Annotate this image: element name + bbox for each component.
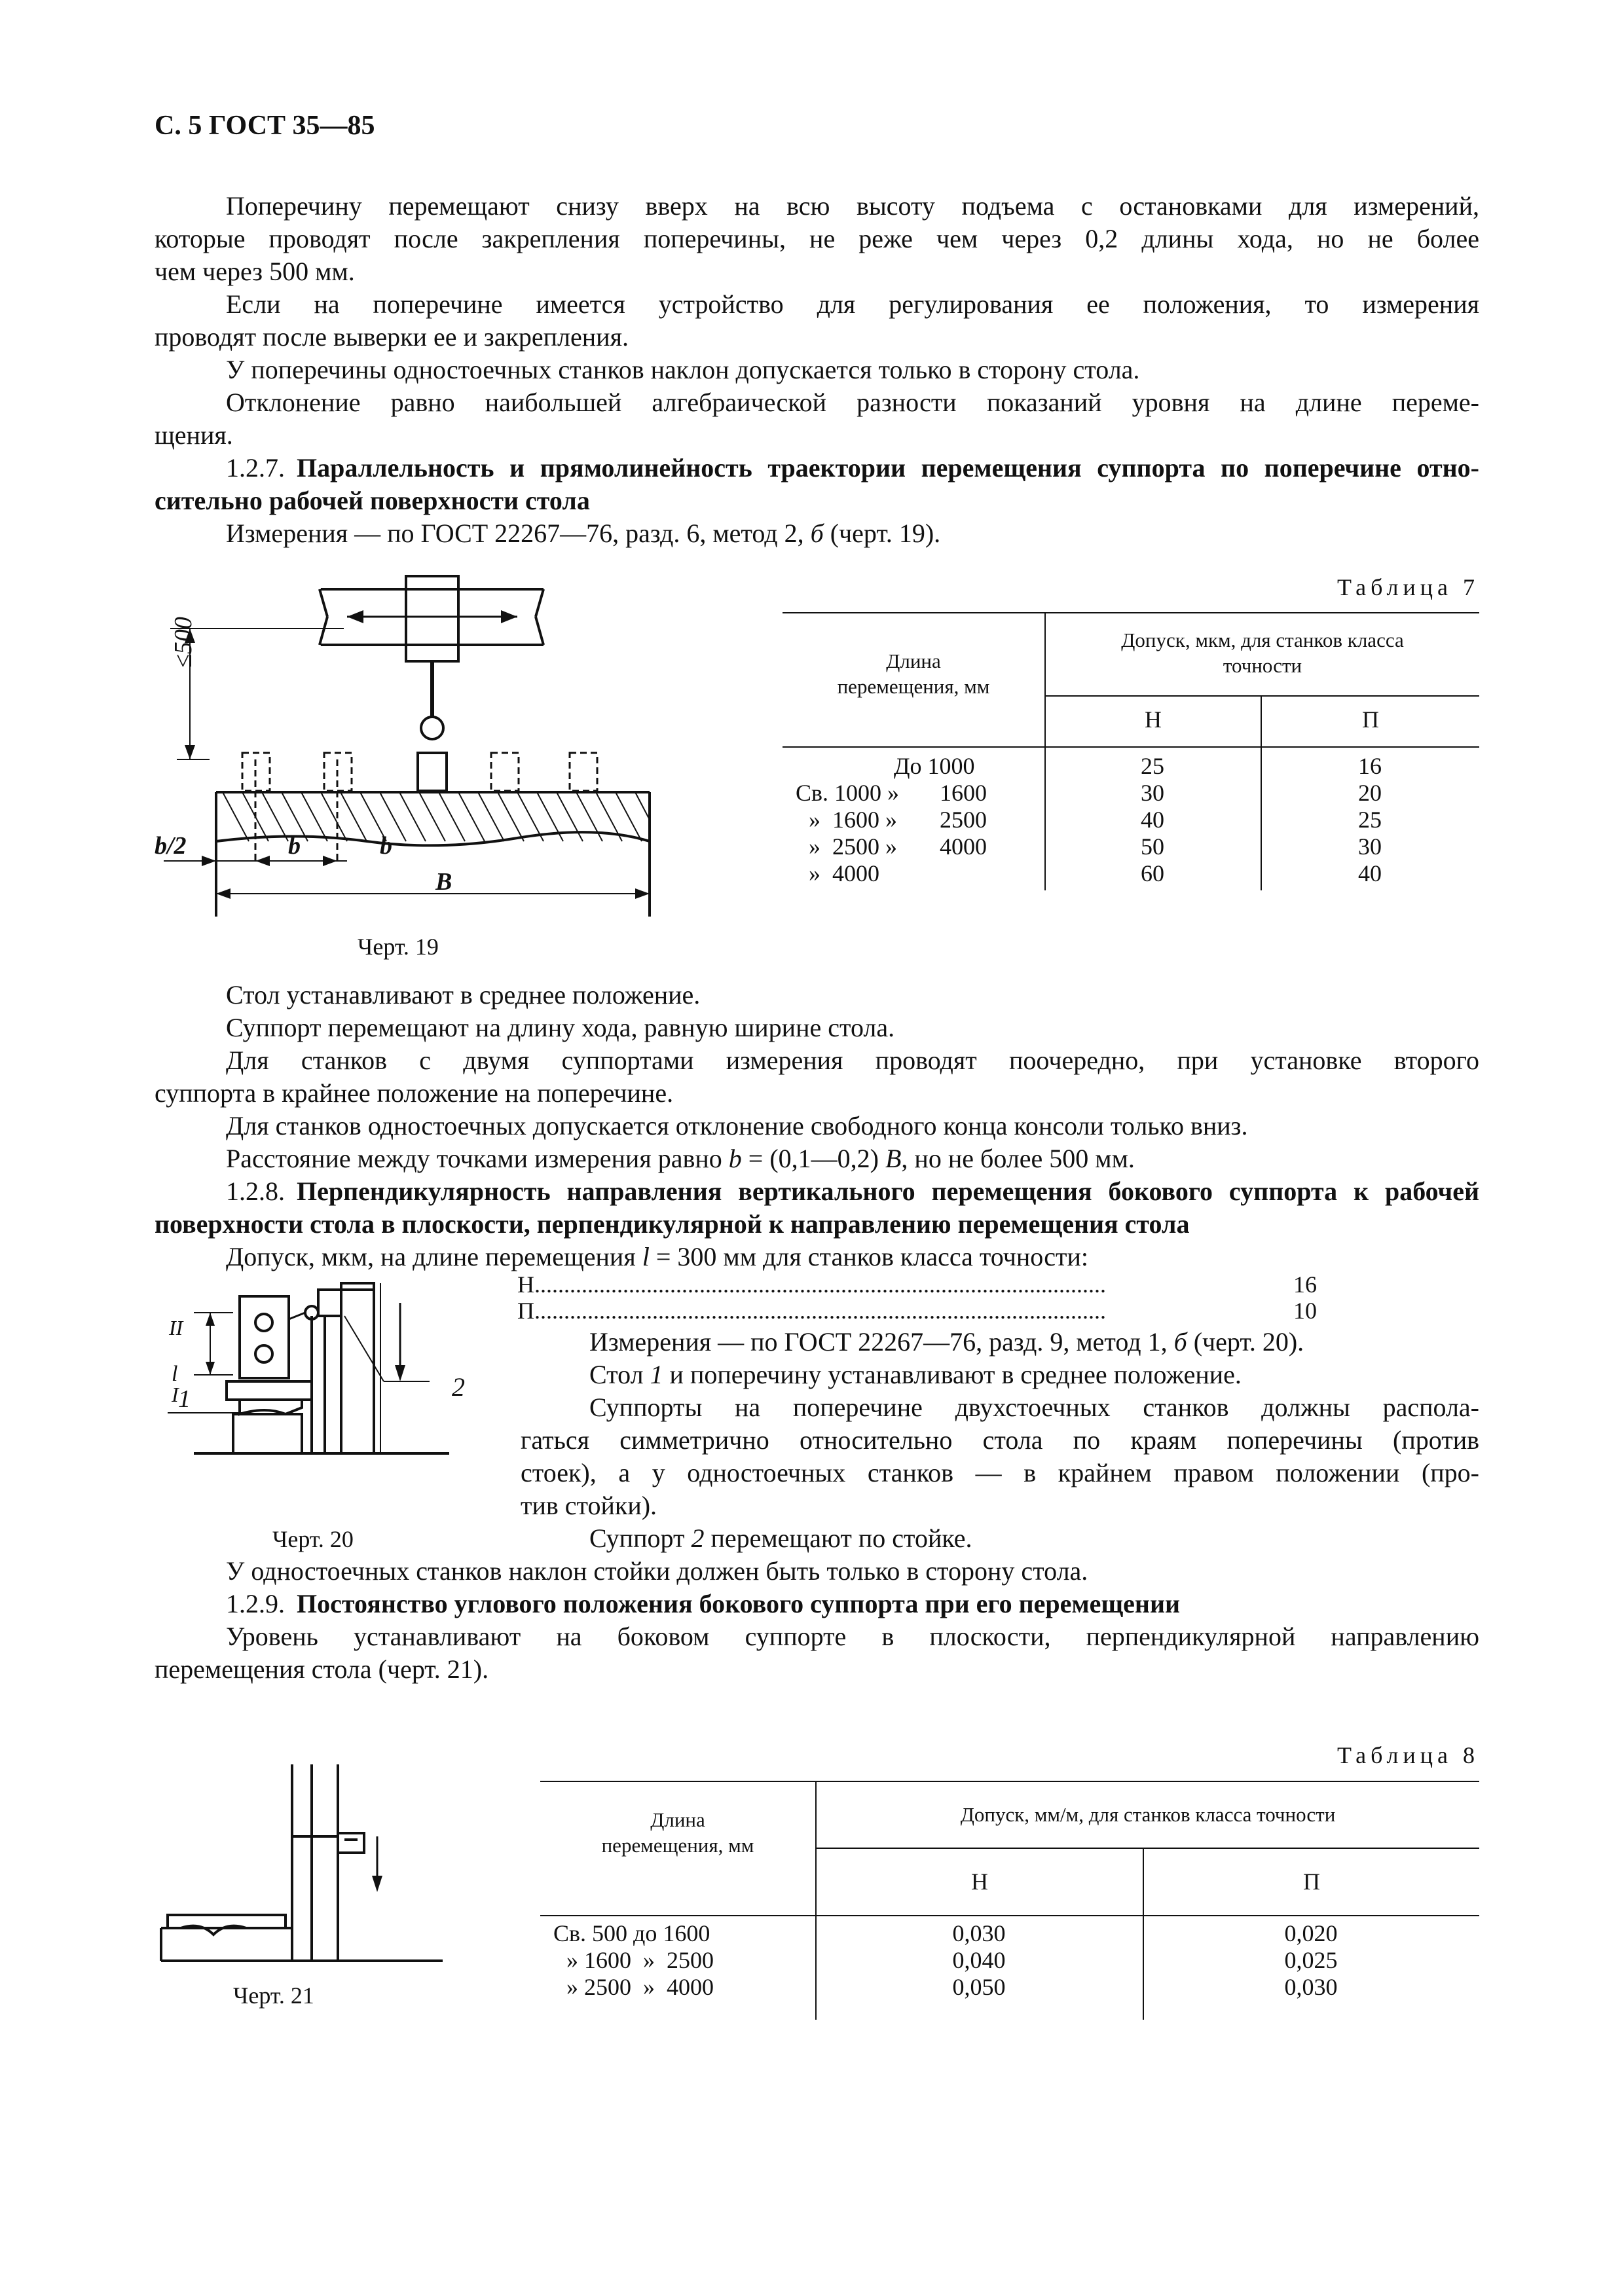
page-header: С. 5 ГОСТ 35—85 bbox=[155, 111, 375, 141]
cell-length: Св. 500 до 1600 bbox=[553, 1920, 710, 1946]
paragraph-line bbox=[589, 1522, 972, 1555]
cell-p: 25 bbox=[1358, 807, 1382, 833]
section-number: 1.2.9. bbox=[226, 1589, 285, 1618]
table8-header-tolerance: Допуск, мм/м, для станков класса точности bbox=[960, 1803, 1336, 1826]
paragraph-line: У одностоечных станков наклон стойки должен быть только в сторону стола. bbox=[226, 1556, 1088, 1586]
paragraph-line: Суппорт перемещают на длину хода, равную ширине стола. bbox=[226, 1013, 895, 1042]
cell-h: 0,030 bbox=[952, 1920, 1006, 1946]
cell-length-from: » 1600 » bbox=[809, 807, 897, 833]
table8-col-h: Н bbox=[971, 1868, 988, 1895]
header-line: Длина bbox=[650, 1808, 705, 1831]
cell-p: 40 bbox=[1358, 860, 1382, 886]
section-number: 1.2.8. bbox=[226, 1176, 285, 1206]
paragraph-line: проводят после выверки ее и закрепления. bbox=[155, 322, 629, 352]
cell-h: 40 bbox=[1141, 807, 1164, 833]
ref-text: (черт. 19). bbox=[823, 519, 941, 548]
text-part: Расстояние между точками измерения равно bbox=[226, 1144, 729, 1173]
header-line: перемещения, мм bbox=[601, 1834, 754, 1857]
ref-text: Измерения — по ГОСТ 22267—76, разд. 6, метод 2, bbox=[226, 519, 811, 548]
cell-h: 0,050 bbox=[952, 1974, 1006, 2000]
paragraph-line: Суппорты на поперечине двухстоечных станков должны распола- bbox=[589, 1393, 1479, 1422]
cell-length-to: 4000 bbox=[940, 833, 987, 860]
fig20-label-i: I bbox=[172, 1383, 179, 1406]
tolerance-h: Н................................................................................................. bbox=[517, 1271, 1106, 1298]
figure-20-drawing bbox=[155, 1277, 495, 1519]
header-line: Допуск, мкм, для станков класса bbox=[1121, 629, 1404, 651]
section-1-2-9-title bbox=[226, 1588, 1180, 1620]
tolerance-p-value: 10 bbox=[1293, 1298, 1317, 1324]
table-row bbox=[540, 1947, 1479, 1974]
text-part: и поперечину устанавливают в среднее положение. bbox=[663, 1360, 1242, 1389]
cell-p: 20 bbox=[1358, 780, 1382, 806]
text-part: перемещают по стойке. bbox=[704, 1523, 972, 1553]
tolerance-h-value: 16 bbox=[1293, 1271, 1317, 1298]
fig19-label-B: B bbox=[435, 868, 452, 896]
symbol-l: l bbox=[642, 1242, 650, 1271]
cell-h: 30 bbox=[1141, 780, 1164, 806]
tolerance-line bbox=[226, 1241, 1088, 1273]
tolerance-p: П................................................................................................. bbox=[517, 1298, 1106, 1324]
paragraph-line: Для станков с двумя суппортами измерения проводят поочередно, при установке второго bbox=[226, 1046, 1479, 1075]
cell-p: 0,030 bbox=[1284, 1974, 1338, 2000]
text-part: Суппорт bbox=[589, 1523, 691, 1553]
paragraph-line: Отклонение равно наибольшей алгебраической разности показаний уровня на длине переме- bbox=[226, 388, 1479, 417]
paragraph-line: Стол устанавливают в среднее положение. bbox=[226, 980, 701, 1010]
paragraph-line: Уровень устанавливают на боковом суппорте в плоскости, перпендикулярной направлению bbox=[226, 1622, 1479, 1651]
table7-body bbox=[783, 753, 1479, 887]
paragraph-line bbox=[226, 1142, 1135, 1175]
table7-header-tolerance bbox=[1046, 627, 1479, 678]
table7-col-h: Н bbox=[1145, 706, 1162, 733]
paragraph-line: гаться симметрично относительно стола по краям поперечины (против bbox=[521, 1425, 1479, 1455]
paragraph-line: чем через 500 мм. bbox=[155, 257, 355, 286]
fig20-label-ii: II bbox=[169, 1316, 183, 1339]
cell-length-to: 2500 bbox=[940, 807, 987, 833]
paragraph-line bbox=[589, 1358, 1242, 1391]
fig20-label-1: 1 bbox=[178, 1385, 191, 1413]
section-number: 1.2.7. bbox=[226, 453, 285, 483]
section-title: Параллельность и прямолинейность траектории перемещения суппорта по поперечине отно- bbox=[297, 453, 1479, 483]
cell-h: 25 bbox=[1141, 753, 1164, 779]
table-row bbox=[783, 860, 1479, 887]
paragraph-line: перемещения стола (черт. 21). bbox=[155, 1654, 489, 1684]
cell-h: 60 bbox=[1141, 860, 1164, 886]
cell-p: 16 bbox=[1358, 753, 1382, 779]
paragraph-line: Для станков одностоечных допускается отклонение свободного конца консоли только вниз. bbox=[226, 1111, 1248, 1140]
section-1-2-8-title bbox=[226, 1175, 1479, 1208]
table-row bbox=[783, 833, 1479, 860]
ref-method: б bbox=[810, 519, 824, 548]
paragraph-line: тив стойки). bbox=[521, 1491, 657, 1520]
table-row bbox=[783, 807, 1479, 833]
paragraph-line: У поперечины одностоечных станков наклон допускается только в сторону стола. bbox=[226, 355, 1140, 384]
section-title-cont: сительно рабочей поверхности стола bbox=[155, 486, 590, 515]
table-row bbox=[783, 780, 1479, 807]
text-part: Допуск, мкм, на длине перемещения bbox=[226, 1242, 642, 1271]
cell-length: » 2500 » 4000 bbox=[566, 1974, 714, 2000]
table8-title: Таблица 8 bbox=[1337, 1742, 1479, 1768]
table7-title: Таблица 7 bbox=[1337, 574, 1479, 600]
paragraph-line: которые проводят после закрепления поперечины, не реже чем через 0,2 длины хода, но не более bbox=[155, 224, 1479, 253]
paragraph-line: щения. bbox=[155, 420, 233, 450]
table8-header-length bbox=[540, 1807, 815, 1858]
symbol-b: b bbox=[728, 1144, 742, 1173]
symbol-B: B bbox=[885, 1144, 902, 1173]
header-line: точности bbox=[1223, 654, 1302, 677]
fig19-dim-500: ≤500 bbox=[170, 617, 197, 668]
cell-length-to: 1600 bbox=[940, 780, 987, 806]
paragraph-line: Если на поперечине имеется устройство для регулирования ее положения, то измерения bbox=[226, 289, 1479, 319]
section-title: Перпендикулярность направления вертикального перемещения бокового суппорта к рабочей bbox=[297, 1176, 1479, 1206]
fig20-caption: Черт. 20 bbox=[272, 1526, 354, 1552]
cell-length-from: » 2500 » bbox=[809, 833, 897, 860]
ref-method: б bbox=[1173, 1327, 1187, 1357]
table-row bbox=[540, 1974, 1479, 2001]
table8-col-p: П bbox=[1303, 1868, 1320, 1895]
header-line: Длина bbox=[886, 649, 941, 672]
header-line: перемещения, мм bbox=[837, 675, 990, 698]
cell-p: 0,025 bbox=[1284, 1947, 1338, 1973]
fig19-label-b2: b/2 bbox=[155, 832, 187, 860]
cell-h: 0,040 bbox=[952, 1947, 1006, 1973]
text-part: , но не более 500 мм. bbox=[901, 1144, 1135, 1173]
table8-body bbox=[540, 1920, 1479, 2001]
figure-21-drawing bbox=[155, 1764, 443, 1974]
class-label: Н bbox=[517, 1271, 534, 1298]
text-part: Стол bbox=[589, 1360, 650, 1389]
fig19-label-b: b bbox=[288, 832, 301, 860]
ref-number: 1 bbox=[650, 1360, 663, 1389]
table-row bbox=[540, 1920, 1479, 1947]
measurement-ref bbox=[589, 1326, 1304, 1358]
ref-number: 2 bbox=[691, 1523, 705, 1553]
fig20-label-l: l bbox=[172, 1362, 178, 1386]
figure-19-drawing bbox=[151, 563, 674, 943]
table-row bbox=[783, 753, 1479, 780]
measurement-ref bbox=[226, 517, 940, 550]
cell-length-from: Св. 1000 » bbox=[796, 780, 900, 806]
paragraph-line: Поперечину перемещают снизу вверх на всю высоту подъема с остановками для измерений, bbox=[226, 191, 1479, 221]
cell-h: 50 bbox=[1141, 833, 1164, 860]
text-part: = (0,1—0,2) bbox=[741, 1144, 885, 1173]
cell-p: 30 bbox=[1358, 833, 1382, 860]
paragraph-line: стоек), а у одностоечных станков — в крайнем правом положении (про- bbox=[521, 1458, 1479, 1487]
paragraph-line: суппорта в крайнее положение на поперечине. bbox=[155, 1078, 674, 1108]
ref-text: (черт. 20). bbox=[1187, 1327, 1304, 1357]
section-1-2-7-title bbox=[226, 452, 1479, 484]
table7-col-p: П bbox=[1362, 706, 1379, 733]
section-title-cont: поверхности стола в плоскости, перпендикулярной к направлению перемещения стола bbox=[155, 1209, 1190, 1239]
ref-text: Измерения — по ГОСТ 22267—76, разд. 9, метод 1, bbox=[589, 1327, 1174, 1357]
fig21-caption: Черт. 21 bbox=[233, 1982, 314, 2009]
fig19-label-b: b bbox=[380, 832, 392, 860]
cell-p: 0,020 bbox=[1284, 1920, 1338, 1946]
cell-length: » 1600 » 2500 bbox=[566, 1947, 714, 1973]
cell-length-from: » 4000 bbox=[809, 860, 879, 886]
section-title: Постоянство углового положения бокового суппорта при его перемещении bbox=[297, 1589, 1181, 1618]
cell-length: До 1000 bbox=[894, 753, 975, 779]
text-part: = 300 мм для станков класса точности: bbox=[649, 1242, 1089, 1271]
class-label: П bbox=[517, 1298, 534, 1324]
table7-header-length bbox=[783, 648, 1044, 699]
fig19-caption: Черт. 19 bbox=[358, 934, 439, 960]
fig20-label-2: 2 bbox=[452, 1372, 465, 1402]
